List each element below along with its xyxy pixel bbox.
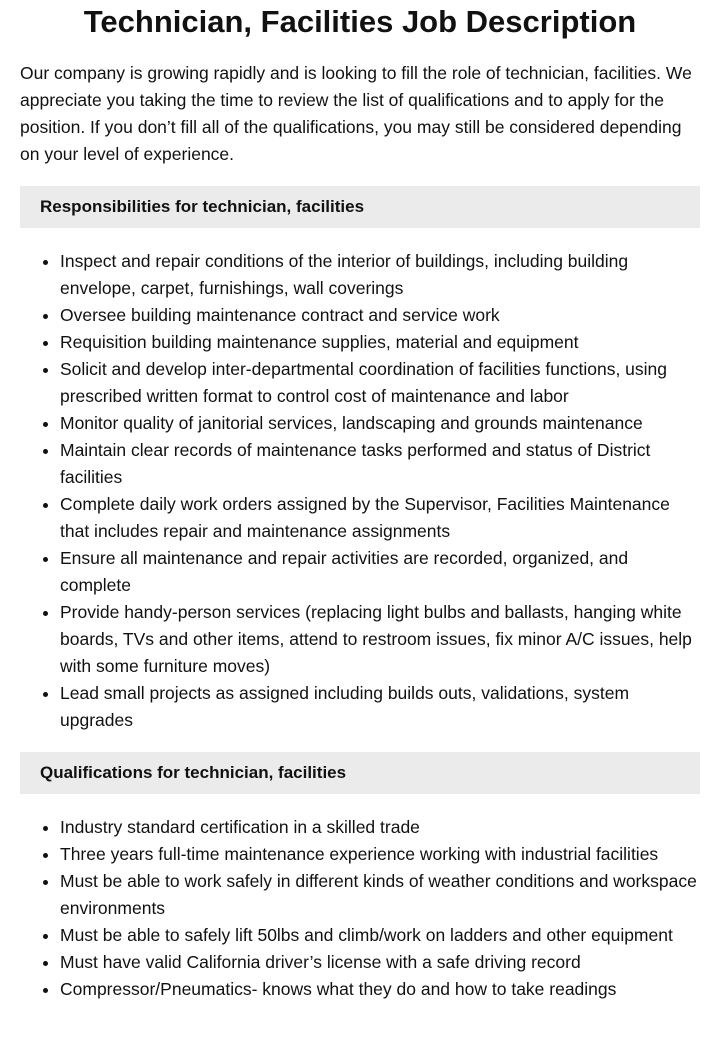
list-item: • Provide handy-person services (replacing light bulbs and ballasts, hanging white boards, TVs and other items, attend to restroom issues, fix minor A/C issues, help with some furniture moves) (60, 599, 700, 680)
qualifications-heading: Qualifications for technician, facilities (20, 752, 700, 794)
list-item: • Industry standard certification in a skilled trade (60, 814, 700, 841)
list-item: • Must have valid California driver’s license with a safe driving record (60, 949, 700, 976)
list-item: • Solicit and develop inter-departmental coordination of facilities functions, using prescribed written format to control cost of maintenance and labor (60, 356, 700, 410)
list-item: • Complete daily work orders assigned by the Supervisor, Facilities Maintenance that includes repair and maintenance assignments (60, 491, 700, 545)
intro-paragraph: Our company is growing rapidly and is looking to fill the role of technician, facilities. We appreciate you taking the time to review the list of qualifications and to apply for the position. If you don’t fill all of the qualifications, you may still be considered depending on your level of experience. (20, 63, 692, 164)
list-item: • Must be able to safely lift 50lbs and climb/work on ladders and other equipment (60, 922, 700, 949)
responsibilities-heading: Responsibilities for technician, facilities (20, 186, 700, 228)
list-item: • Oversee building maintenance contract and service work (60, 302, 700, 329)
qualifications-list (20, 814, 700, 1003)
list-item: • Monitor quality of janitorial services, landscaping and grounds maintenance (60, 410, 700, 437)
list-item: • Inspect and repair conditions of the interior of buildings, including building envelope, carpet, furnishings, wall coverings (60, 248, 700, 302)
list-item: • Requisition building maintenance supplies, material and equipment (60, 329, 700, 356)
list-item: • Ensure all maintenance and repair activities are recorded, organized, and complete (60, 545, 700, 599)
list-item: • Lead small projects as assigned including builds outs, validations, system upgrades (60, 680, 700, 734)
list-item: • Maintain clear records of maintenance tasks performed and status of District facilities (60, 437, 700, 491)
list-item: • Compressor/Pneumatics- knows what they do and how to take readings (60, 976, 700, 1003)
page-title: Technician, Facilities Job Description (83, 4, 637, 39)
responsibilities-list (20, 248, 700, 734)
list-item: • Must be able to work safely in different kinds of weather conditions and workspace environments (60, 868, 700, 922)
list-item: • Three years full-time maintenance experience working with industrial facilities (60, 841, 700, 868)
